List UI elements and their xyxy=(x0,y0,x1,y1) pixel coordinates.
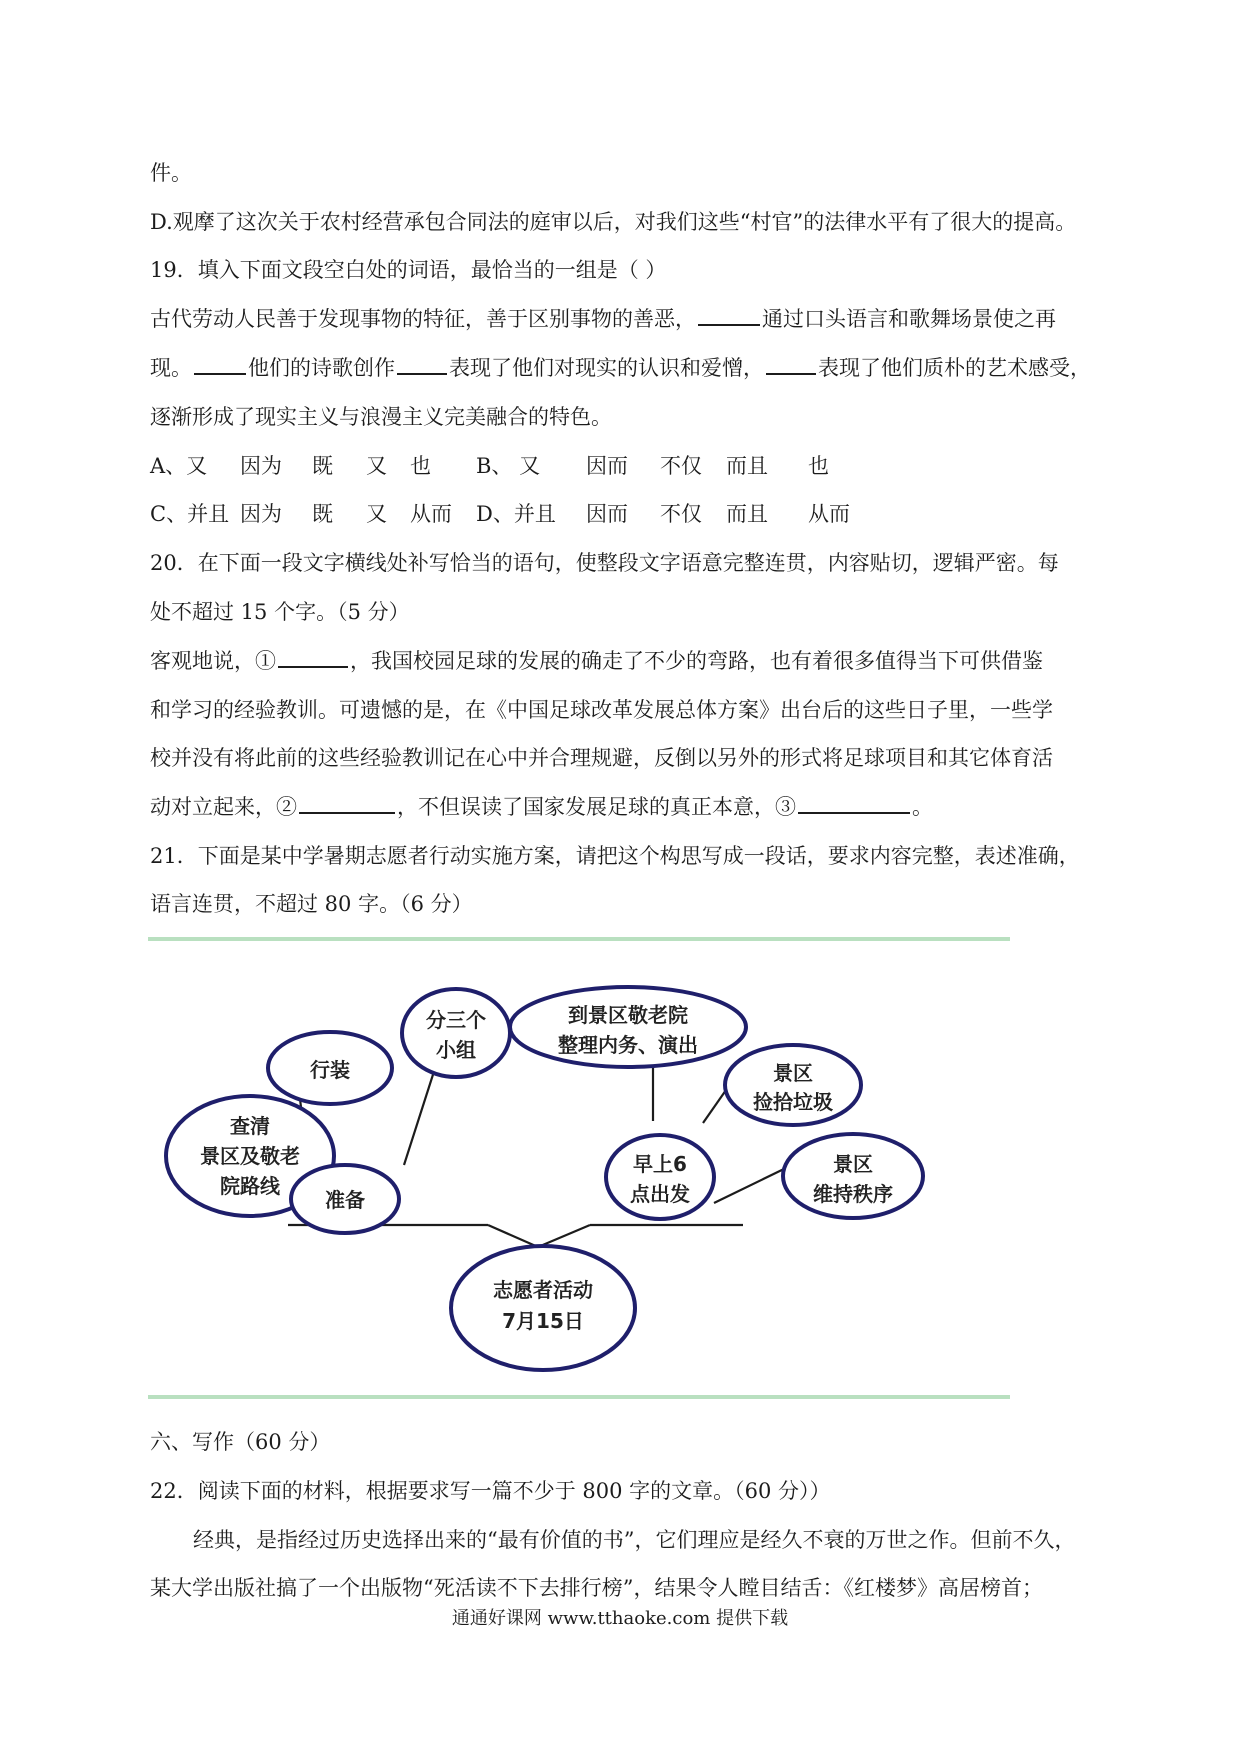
option-word: 不仅 xyxy=(660,454,702,478)
node-label: 景区及敬老 xyxy=(200,1144,300,1168)
options-row-ab xyxy=(150,451,829,481)
option-word: 而且 xyxy=(726,502,768,526)
option-word: 又 xyxy=(366,454,387,478)
node-label: 行装 xyxy=(310,1058,350,1082)
option-word: 从而 xyxy=(410,502,452,526)
connector xyxy=(538,1225,590,1247)
question-20: 20．在下面一段文字横线处补写恰当的语句，使整段文字语意完整连贯，内容贴切，逻辑严密。每 xyxy=(150,551,1059,575)
option-word: 因为 xyxy=(240,454,282,478)
volunteer-plan-diagram xyxy=(148,935,1018,1405)
node-label: 点出发 xyxy=(630,1182,690,1206)
text-line: 件。 xyxy=(150,161,192,185)
option-word: 也 xyxy=(808,454,829,478)
node-label: 整理内务、演出 xyxy=(558,1033,698,1057)
option-word: 也 xyxy=(410,454,431,478)
node-label: 准备 xyxy=(325,1188,365,1212)
answer-blank-2[interactable] xyxy=(299,792,395,814)
node-label: 捡拾垃圾 xyxy=(753,1090,833,1114)
node-zaoshang xyxy=(606,1135,714,1219)
option-c-label: C、并且 xyxy=(150,502,230,526)
option-word: 既 xyxy=(312,454,333,478)
text-line: 校并没有将此前的这些经验教训记在心中并合理规避，反倒以另外的形式将足球项目和其它体育活 xyxy=(150,746,1053,770)
node-label: 小组 xyxy=(436,1038,476,1062)
node-label: 7月15日 xyxy=(502,1309,584,1333)
answer-blank[interactable] xyxy=(397,353,447,375)
text-fragment: 现。 xyxy=(150,356,192,380)
option-word: 不仅 xyxy=(660,502,702,526)
option-a-label: A、又 xyxy=(150,454,208,478)
node-label: 到景区敬老院 xyxy=(568,1003,688,1027)
text-line: 经典，是指经过历史选择出来的“最有价值的书”，它们理应是经久不衰的万世之作。但前不久， xyxy=(193,1528,1076,1552)
option-word: 从而 xyxy=(808,502,850,526)
text-line: 处不超过 15 个字。（5 分） xyxy=(150,600,410,624)
option-word: 因而 xyxy=(586,454,628,478)
answer-blank[interactable] xyxy=(698,304,760,326)
node-fensange xyxy=(402,989,510,1077)
option-d-label: D、并且 xyxy=(476,502,556,526)
node-label: 院路线 xyxy=(220,1174,280,1198)
node-root xyxy=(451,1246,635,1370)
question-22: 22．阅读下面的材料，根据要求写一篇不少于 800 字的文章。（60 分）） xyxy=(150,1479,831,1503)
answer-blank-1[interactable] xyxy=(278,646,348,668)
q20-passage-line-4 xyxy=(150,792,933,822)
options-row-cd xyxy=(150,499,850,529)
text-fragment: 他们的诗歌创作 xyxy=(248,356,395,380)
text-line: 某大学出版社搞了一个出版物“死活读不下去排行榜”，结果令人瞠目结舌：《红楼梦》高居榜首； xyxy=(150,1576,1043,1600)
text-fragment: ，我国校园足球的发展的确走了不少的弯路，也有着很多值得当下可供借鉴 xyxy=(350,649,1043,673)
text-fragment: 古代劳动人民善于发现事物的特征，善于区别事物的善恶， xyxy=(150,307,696,331)
connector xyxy=(488,1225,538,1247)
option-b-label: B、 又 xyxy=(476,454,541,478)
answer-blank[interactable] xyxy=(766,353,816,375)
node-label: 早上6 xyxy=(633,1152,687,1176)
node-label: 景区 xyxy=(833,1152,873,1176)
text-line: D.观摩了这次关于农村经营承包合同法的庭审以后，对我们这些“村官”的法律水平有了很大的提高。 xyxy=(150,210,1077,234)
text-fragment: 动对立起来，② xyxy=(150,795,297,819)
option-word: 因而 xyxy=(586,502,628,526)
answer-blank[interactable] xyxy=(194,353,246,375)
q19-passage-line-1 xyxy=(150,304,1056,334)
node-label: 景区 xyxy=(773,1061,813,1085)
q19-passage-line-2 xyxy=(150,353,1091,383)
question-21: 21．下面是某中学暑期志愿者行动实施方案，请把这个构思写成一段话，要求内容完整，表述准确， xyxy=(150,844,1080,868)
connector xyxy=(714,1167,788,1203)
question-19: 19．填入下面文段空白处的词语，最恰当的一组是（ ） xyxy=(150,258,667,282)
answer-blank-3[interactable] xyxy=(798,792,910,814)
node-label: 志愿者活动 xyxy=(493,1278,593,1302)
node-label: 查清 xyxy=(230,1114,270,1138)
option-word: 既 xyxy=(312,502,333,526)
text-line: 逐渐形成了现实主义与浪漫主义完美融合的特色。 xyxy=(150,405,612,429)
text-fragment: 表现了他们质朴的艺术感受， xyxy=(818,356,1091,380)
text-fragment: 客观地说，① xyxy=(150,649,276,673)
text-fragment: 通过口头语言和歌舞场景使之再 xyxy=(762,307,1056,331)
text-fragment: ，不但误读了国家发展足球的真正本意，③ xyxy=(397,795,796,819)
node-label: 维持秩序 xyxy=(813,1182,893,1206)
node-label: 分三个 xyxy=(426,1008,486,1032)
text-line: 语言连贯，不超过 80 字。（6 分） xyxy=(150,892,473,916)
section-heading-writing: 六、写作（60 分） xyxy=(150,1430,331,1454)
option-word: 又 xyxy=(366,502,387,526)
q20-passage-line-1 xyxy=(150,646,1043,676)
text-line: 和学习的经验教训。可遗憾的是，在《中国足球改革发展总体方案》出台后的这些日子里，一些学 xyxy=(150,698,1053,722)
text-fragment: 。 xyxy=(912,795,933,819)
option-word: 而且 xyxy=(726,454,768,478)
option-word: 因为 xyxy=(240,502,282,526)
page-footer: 通通好课网 www.tthaoke.com 提供下载 xyxy=(451,1608,789,1629)
text-fragment: 表现了他们对现实的认识和爱憎， xyxy=(449,356,764,380)
